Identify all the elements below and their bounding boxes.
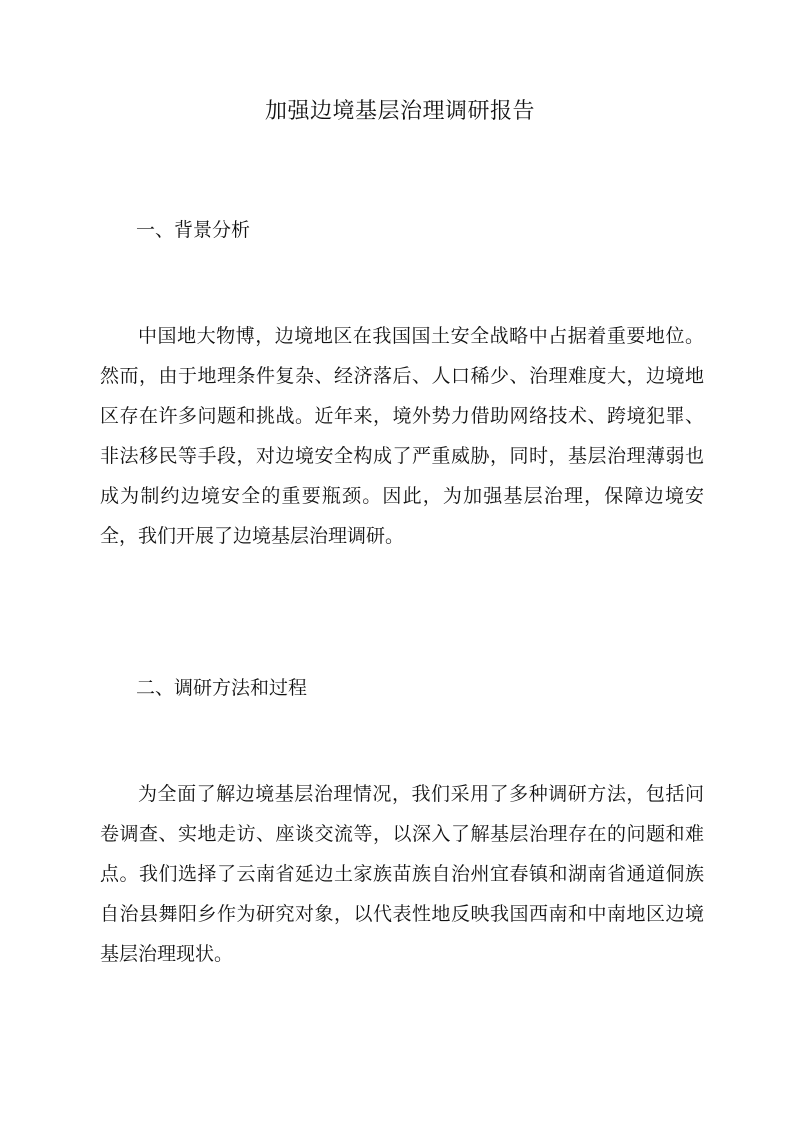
section-paragraph-method: 为全面了解边境基层治理情况，我们采用了多种调研方法，包括问卷调查、实地走访、座谈交流等，以深入了解基层治理存在的问题和难点。我们选择了云南省延边土家族苗族自治州宜春镇和湖南省通道侗族自治县舞阳乡作为研究对象，以代表性地反映我国西南和中南地区边境基层治理现状。 bbox=[100, 783, 704, 965]
section-paragraph-background: 中国地大物博，边境地区在我国国土安全战略中占据着重要地位。然而，由于地理条件复杂、经济落后、人口稀少、治理难度大，边境地区存在许多问题和挑战。近年来，境外势力借助网络技术、跨境犯罪、非法移民等手段，对边境安全构成了严重威胁，同时，基层治理薄弱也成为制约边境安全的重要瓶颈。因此，为加强基层治理，保障边境安全，我们开展了边境基层治理调研。 bbox=[100, 325, 704, 547]
document-title: 加强边境基层治理调研报告 bbox=[264, 99, 535, 124]
section-heading-method: 二、调研方法和过程 bbox=[136, 677, 308, 699]
section-heading-background: 一、背景分析 bbox=[136, 219, 251, 241]
